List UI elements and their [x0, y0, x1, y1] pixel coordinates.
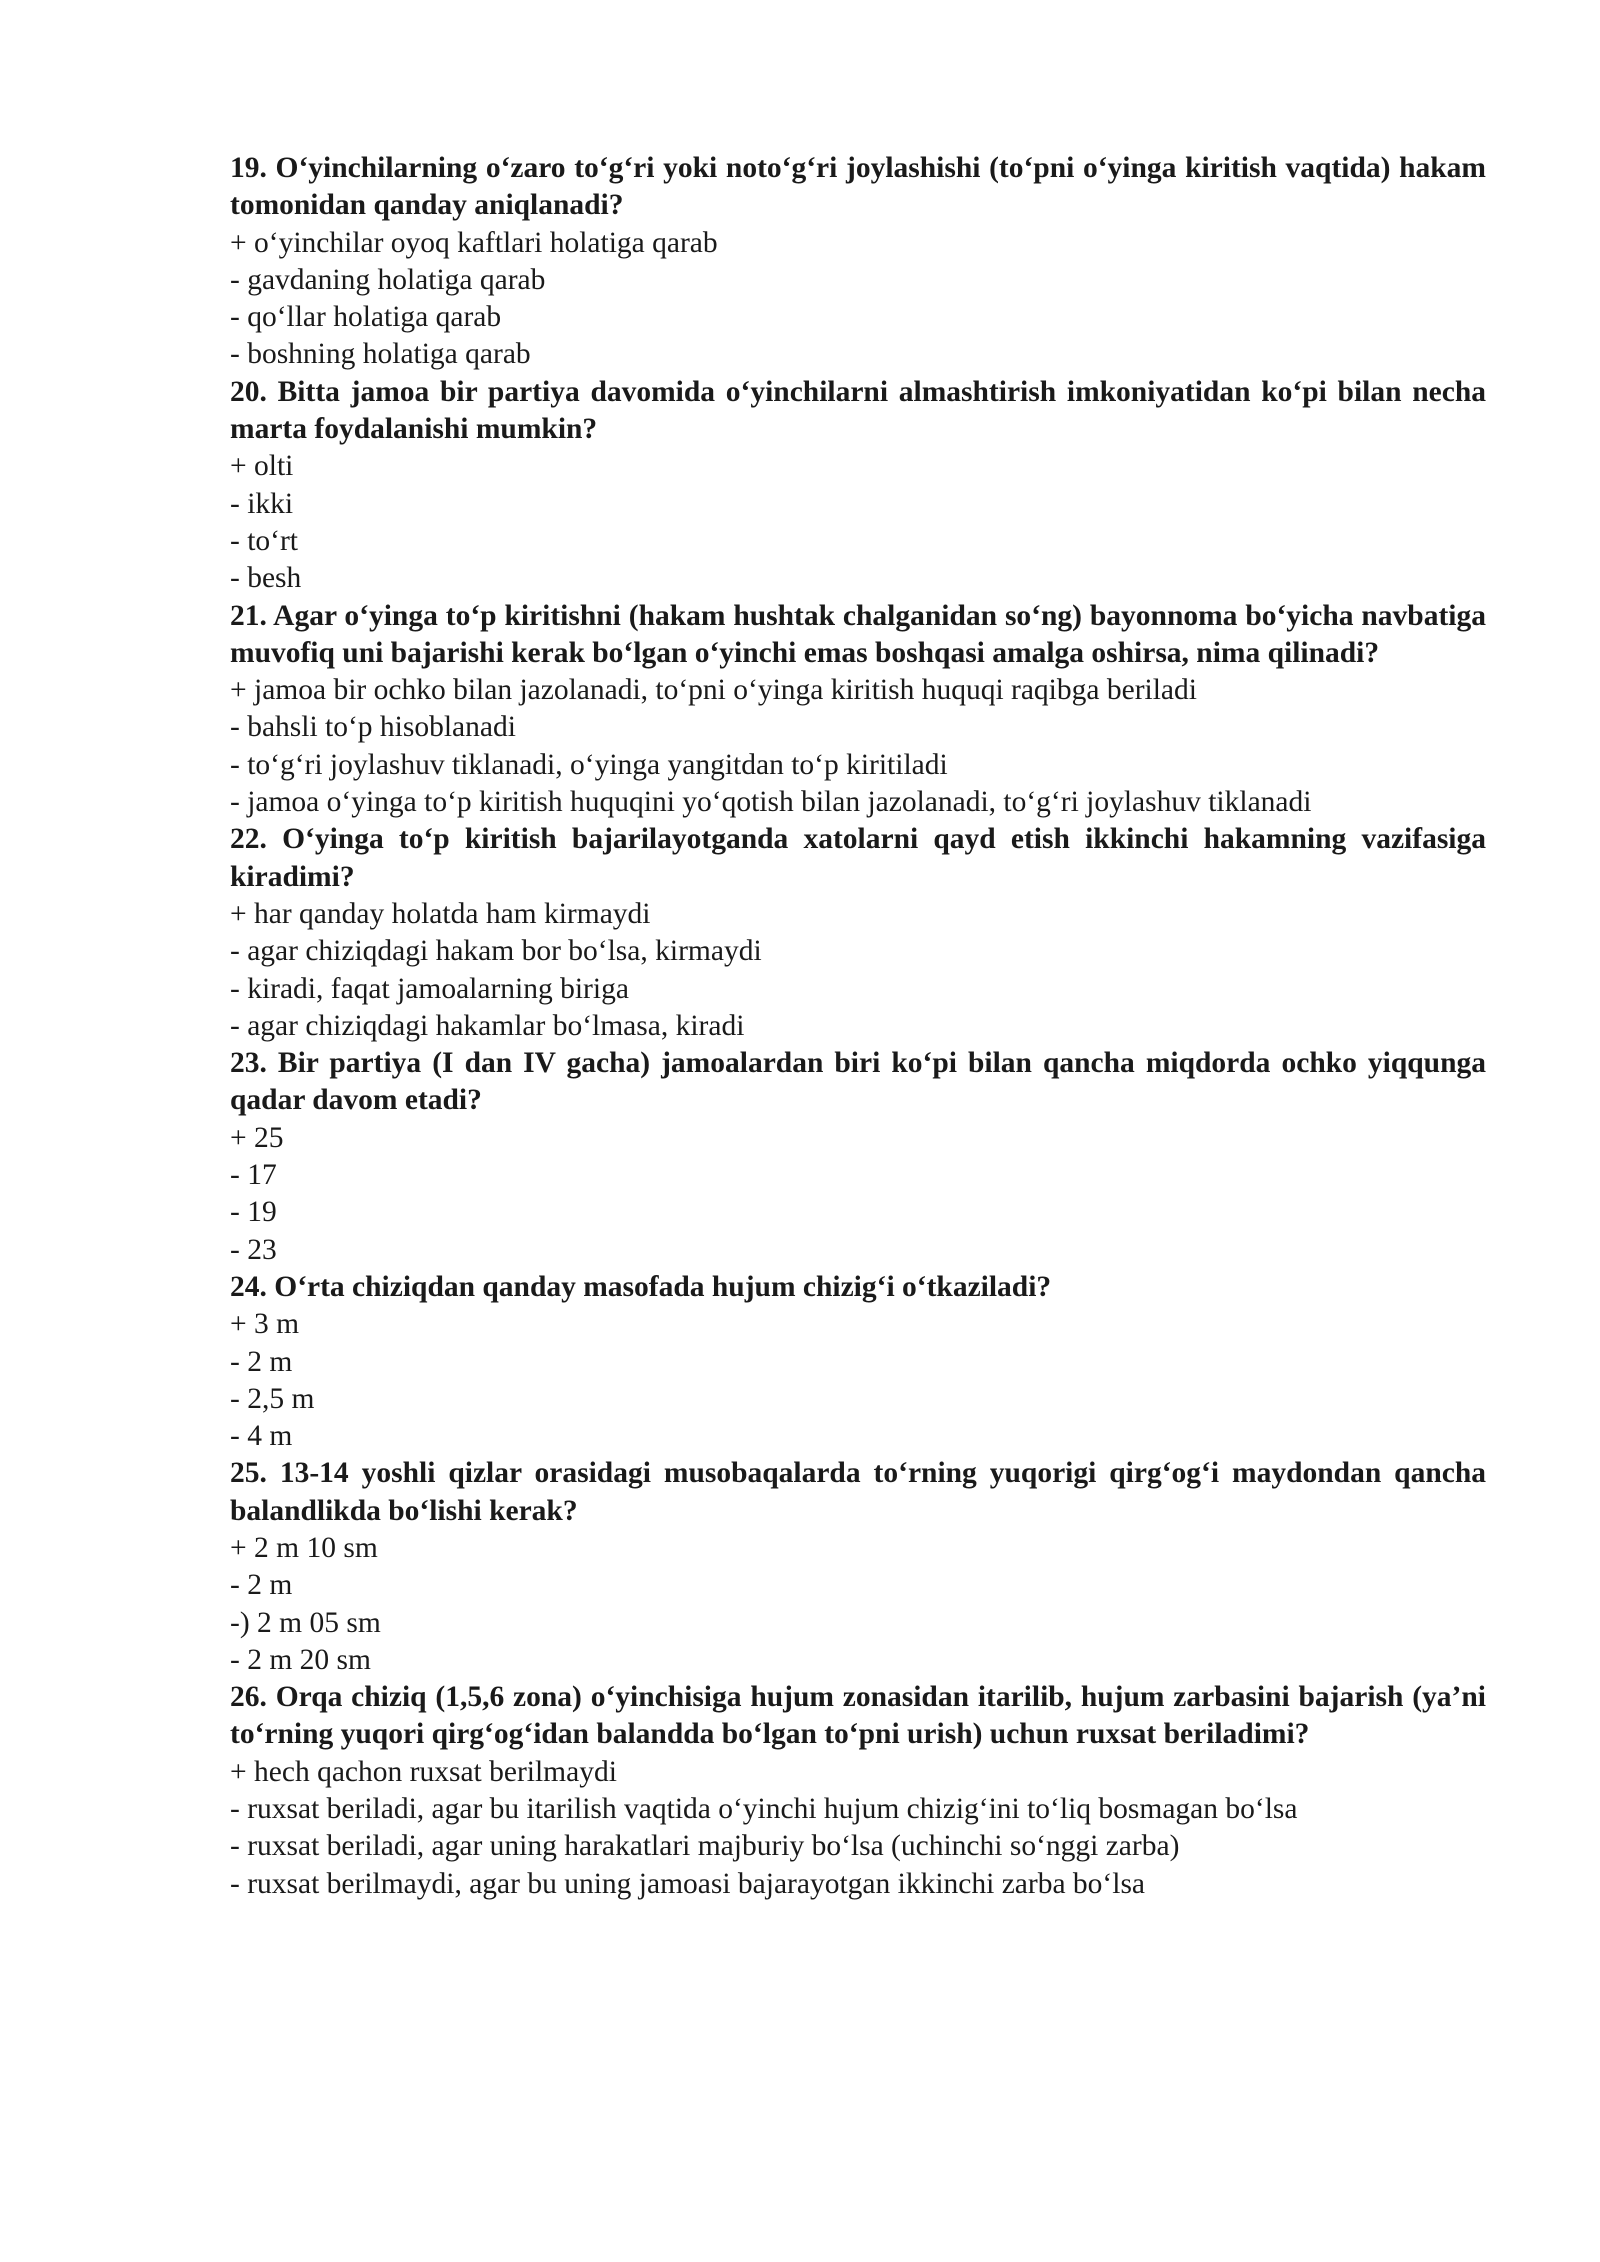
question-text: 25. 13-14 yoshli qizlar orasidagi musobaqalarda to‘rning yuqorigi qirg‘og‘i maydondan qancha balandlikda bo‘lishi kerak? [230, 1457, 1486, 1527]
question-text: 26. Orqa chiziq (1,5,6 zona) o‘yinchisiga hujum zonasidan itarilib, hujum zarbasini bajarish (ya’ni to‘rning yuqori qirg‘og‘idan balandda bo‘lgan to‘pni urish) uchun ruxsat beriladimi? [230, 1681, 1486, 1751]
answer-option: + olti [230, 450, 294, 483]
answer-option: - boshning holatiga qarab [230, 338, 531, 371]
answer-option: - ruxsat beriladi, agar bu itarilish vaqtida o‘yinchi hujum chizig‘ini to‘liq bosmagan bo‘lsa [230, 1793, 1298, 1826]
question-26 [230, 1679, 1486, 1903]
question-text: 24. O‘rta chiziqdan qanday masofada hujum chizig‘i o‘tkaziladi? [230, 1270, 1052, 1303]
answer-option: + hech qachon ruxsat berilmaydi [230, 1755, 617, 1788]
answer-option: + 3 m [230, 1308, 300, 1341]
answer-option: - ikki [230, 487, 294, 520]
question-19 [230, 150, 1486, 374]
answer-option: - 19 [230, 1196, 277, 1229]
answer-option: - 17 [230, 1159, 277, 1192]
answer-option: - qo‘llar holatiga qarab [230, 301, 502, 334]
answer-option: - kiradi, faqat jamoalarning biriga [230, 972, 629, 1005]
answer-option: - gavdaning holatiga qarab [230, 263, 546, 296]
answer-option: - 2,5 m [230, 1382, 315, 1415]
question-22 [230, 821, 1486, 1045]
answer-option: + 2 m 10 sm [230, 1531, 378, 1564]
question-text: 23. Bir partiya (I dan IV gacha) jamoalardan biri ko‘pi bilan qancha miqdorda ochko yiqqunga qadar davom etadi? [230, 1047, 1486, 1117]
question-text: 20. Bitta jamoa bir partiya davomida o‘yinchilarni almashtirish imkoniyatidan ko‘pi bilan necha marta foydalanishi mumkin? [230, 375, 1486, 446]
question-text: 19. O‘yinchilarning o‘zaro to‘g‘ri yoki noto‘g‘ri joylashishi (to‘pni o‘yinga kiritish vaqtida) hakam tomonidan qanday aniqlanadi? [230, 152, 1486, 222]
answer-option: + o‘yinchilar oyoq kaftlari holatiga qarab [230, 226, 718, 259]
answer-option: + jamoa bir ochko bilan jazolanadi, to‘pni o‘yinga kiritish huquqi raqibga beriladi [230, 674, 1197, 707]
answer-option: - to‘g‘ri joylashuv tiklanadi, o‘yinga yangitdan to‘p kiritiladi [230, 748, 948, 781]
answer-option: - 2 m [230, 1345, 293, 1378]
answer-option: - 2 m 20 sm [230, 1643, 371, 1676]
answer-option: + har qanday holatda ham kirmaydi [230, 897, 651, 930]
answer-option: - jamoa o‘yinga to‘p kiritish huquqini yo‘qotish bilan jazolanadi, to‘g‘ri joylashuv tiklanadi [230, 786, 1312, 819]
answer-option: - to‘rt [230, 524, 298, 557]
answer-option: - ruxsat beriladi, agar uning harakatlari majburiy bo‘lsa (uchinchi so‘nggi zarba) [230, 1830, 1180, 1863]
question-20 [230, 374, 1486, 598]
answer-option: - agar chiziqdagi hakamlar bo‘lmasa, kiradi [230, 1009, 745, 1042]
question-text: 21. Agar o‘yinga to‘p kiritishni (hakam hushtak chalganidan so‘ng) bayonnoma bo‘yicha navbatiga muvofiq uni bajarishi kerak bo‘lgan o‘yinchi emas boshqasi amalga oshirsa, nima qilinadi? [230, 599, 1486, 669]
answer-option: - agar chiziqdagi hakam bor bo‘lsa, kirmaydi [230, 935, 762, 968]
answer-option: - bahsli to‘p hisoblanadi [230, 711, 516, 744]
question-21 [230, 598, 1486, 822]
answer-option: - besh [230, 562, 302, 595]
answer-option: - 4 m [230, 1420, 293, 1453]
question-text: 22. O‘yinga to‘p kiritish bajarilayotganda xatolarni qayd etish ikkinchi hakamning vazifasiga kiradimi? [230, 823, 1486, 893]
document-page [230, 150, 1486, 1903]
question-25 [230, 1455, 1486, 1679]
answer-option: + 25 [230, 1121, 284, 1154]
answer-option: - 2 m [230, 1569, 293, 1602]
answer-option: - ruxsat berilmaydi, agar bu uning jamoasi bajarayotgan ikkinchi zarba bo‘lsa [230, 1867, 1146, 1900]
question-23 [230, 1045, 1486, 1269]
answer-option: -) 2 m 05 sm [230, 1606, 381, 1639]
question-24 [230, 1269, 1486, 1455]
answer-option: - 23 [230, 1233, 277, 1266]
